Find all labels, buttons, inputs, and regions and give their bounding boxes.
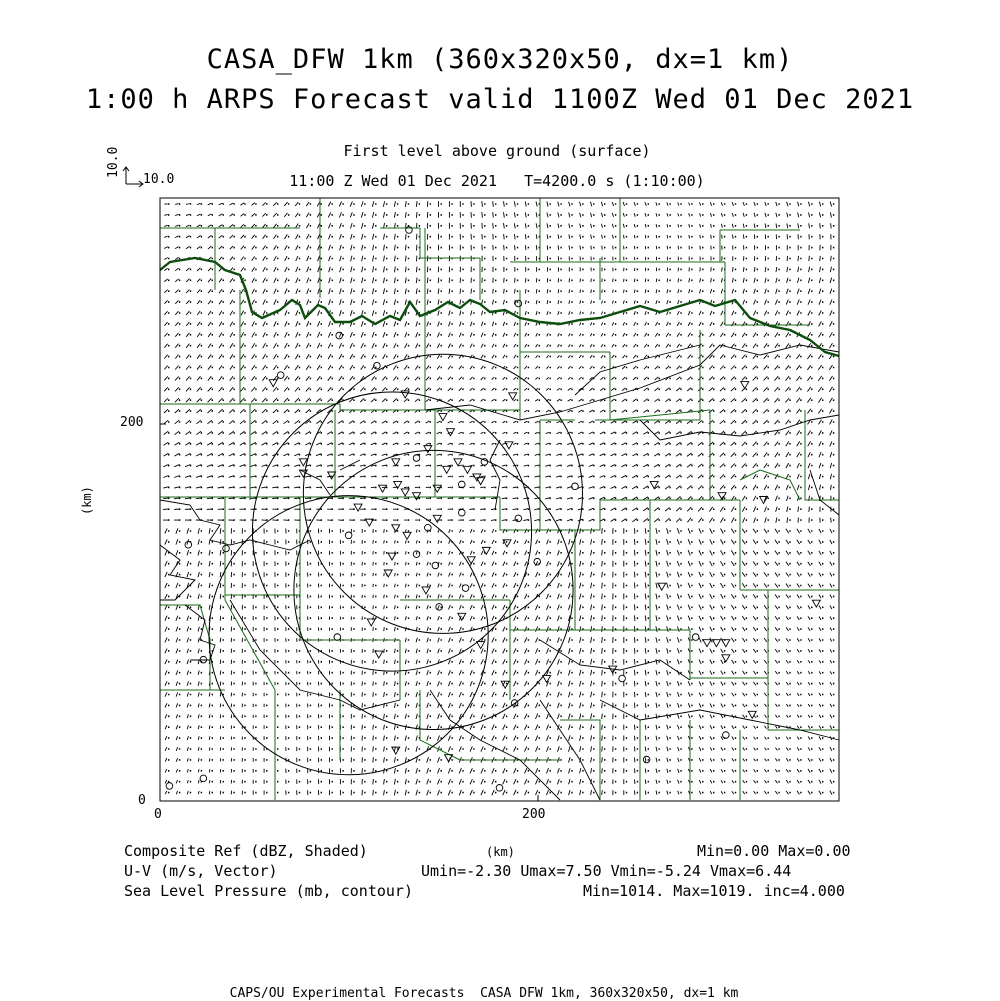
legend-ref-range: Min=0.00 Max=0.00: [697, 842, 851, 860]
station-triangle-marker: [384, 570, 392, 577]
station-triangle-marker: [703, 640, 711, 647]
station-circle-marker: [185, 541, 192, 548]
radar-range-rings: [209, 354, 582, 774]
x-tick-0: 0: [154, 807, 162, 822]
station-triangle-marker: [433, 485, 441, 492]
station-circle-marker: [458, 509, 465, 516]
county-line-18: [740, 470, 800, 500]
footer-credit: CAPS/OU Experimental Forecasts CASA DFW 1km, 360x320x50, dx=1 km: [229, 986, 739, 1001]
feature-line-13: [810, 470, 839, 515]
station-triangle-marker: [454, 459, 462, 466]
station-triangle-marker: [299, 470, 307, 477]
station-circle-marker: [200, 775, 207, 782]
station-triangle-marker: [505, 442, 513, 449]
feature-line-7: [490, 440, 500, 510]
legend-x-unit: (km): [486, 845, 515, 859]
station-triangle-marker: [392, 747, 400, 754]
station-triangle-marker: [722, 640, 730, 647]
county-line-16: [540, 198, 620, 262]
state-border: [160, 258, 839, 356]
feature-line-8: [640, 415, 839, 440]
station-triangle-marker: [403, 532, 411, 539]
time-label: 11:00 Z Wed 01 Dec 2021 T=4200.0 s (1:10:00): [289, 172, 705, 190]
radar-ring: [252, 392, 531, 671]
station-circle-marker: [692, 634, 699, 641]
county-line-2: [520, 258, 610, 420]
level-label: First level above ground (surface): [343, 142, 651, 160]
legend-slp-range: Min=1014. Max=1019. inc=4.000: [583, 882, 845, 900]
county-boundaries: [160, 198, 839, 800]
station-triangle-marker: [741, 382, 749, 389]
red-river-state-line: [160, 258, 839, 356]
station-circle-marker: [572, 483, 579, 490]
station-triangle-marker: [392, 525, 400, 532]
station-circle-marker: [413, 455, 420, 462]
feature-line-2: [160, 500, 310, 550]
station-triangle-marker: [424, 446, 432, 453]
x-tick-200: 200: [522, 807, 546, 822]
station-triangle-marker: [328, 472, 336, 479]
radar-ring: [294, 450, 573, 729]
county-line-5: [500, 420, 740, 530]
y-tick-200: 200: [120, 415, 144, 430]
station-triangle-marker: [760, 497, 768, 504]
wind-vector-heads: [168, 204, 834, 793]
station-triangle-marker: [354, 504, 362, 511]
county-line-0: [160, 228, 340, 500]
station-triangle-marker: [439, 414, 447, 421]
county-line-7: [400, 600, 690, 700]
reference-vector: [123, 167, 143, 187]
station-triangle-marker: [367, 619, 375, 626]
station-triangle-marker: [422, 587, 430, 594]
county-line-4: [160, 410, 500, 600]
station-circle-marker: [458, 481, 465, 488]
legend-composite-ref: Composite Ref (dBZ, Shaded): [124, 842, 368, 860]
station-circle-marker: [223, 545, 230, 552]
station-circle-marker: [515, 515, 522, 522]
station-triangle-marker: [658, 583, 666, 590]
river-and-lake-outlines: [160, 345, 839, 800]
station-circle-marker: [619, 675, 626, 682]
station-circle-marker: [334, 634, 341, 641]
y-axis-unit: (km): [80, 486, 94, 515]
station-triangle-marker: [509, 393, 517, 400]
county-line-17: [540, 330, 700, 420]
station-triangle-marker: [379, 485, 387, 492]
station-triangle-marker: [543, 676, 551, 683]
station-triangle-marker: [501, 681, 509, 688]
station-circle-marker: [496, 785, 503, 792]
station-circle-marker: [166, 783, 173, 790]
legend-uv: U-V (m/s, Vector): [124, 862, 278, 880]
title-line-1: CASA_DFW 1km (360x320x50, dx=1 km): [206, 44, 794, 75]
wind-vectors: [163, 201, 832, 795]
station-circle-marker: [515, 300, 522, 307]
station-triangle-marker: [433, 515, 441, 522]
station-triangle-marker: [392, 459, 400, 466]
station-triangle-marker: [463, 466, 471, 473]
frame-ticks: [160, 424, 538, 801]
station-triangle-marker: [269, 380, 277, 387]
legend-uv-range: Umin=-2.30 Umax=7.50 Vmin=-5.24 Vmax=6.44: [421, 862, 792, 880]
station-triangle-marker: [482, 547, 490, 554]
ref-vector-vertical-label: 10.0: [106, 146, 121, 178]
feature-line-11: [430, 690, 560, 800]
station-triangle-marker: [375, 651, 383, 658]
station-triangle-marker: [477, 642, 485, 649]
feature-line-10: [600, 700, 839, 740]
station-triangle-marker: [722, 655, 730, 662]
station-triangle-marker: [443, 466, 451, 473]
station-circle-marker: [723, 732, 730, 739]
station-triangle-marker: [401, 489, 409, 496]
station-circle-marker: [336, 332, 343, 339]
station-circle-marker: [345, 532, 352, 539]
ref-vector-horizontal-label: 10.0: [143, 172, 175, 187]
station-circle-marker: [277, 372, 284, 379]
y-tick-0: 0: [138, 793, 146, 808]
legend-slp: Sea Level Pressure (mb, contour): [124, 882, 413, 900]
station-circle-marker: [462, 585, 469, 592]
station-triangle-marker: [458, 613, 466, 620]
title-line-2: 1:00 h ARPS Forecast valid 1100Z Wed 01 Dec 2021: [85, 84, 915, 115]
radar-ring: [303, 354, 582, 633]
wind-vector-field: [163, 201, 834, 795]
